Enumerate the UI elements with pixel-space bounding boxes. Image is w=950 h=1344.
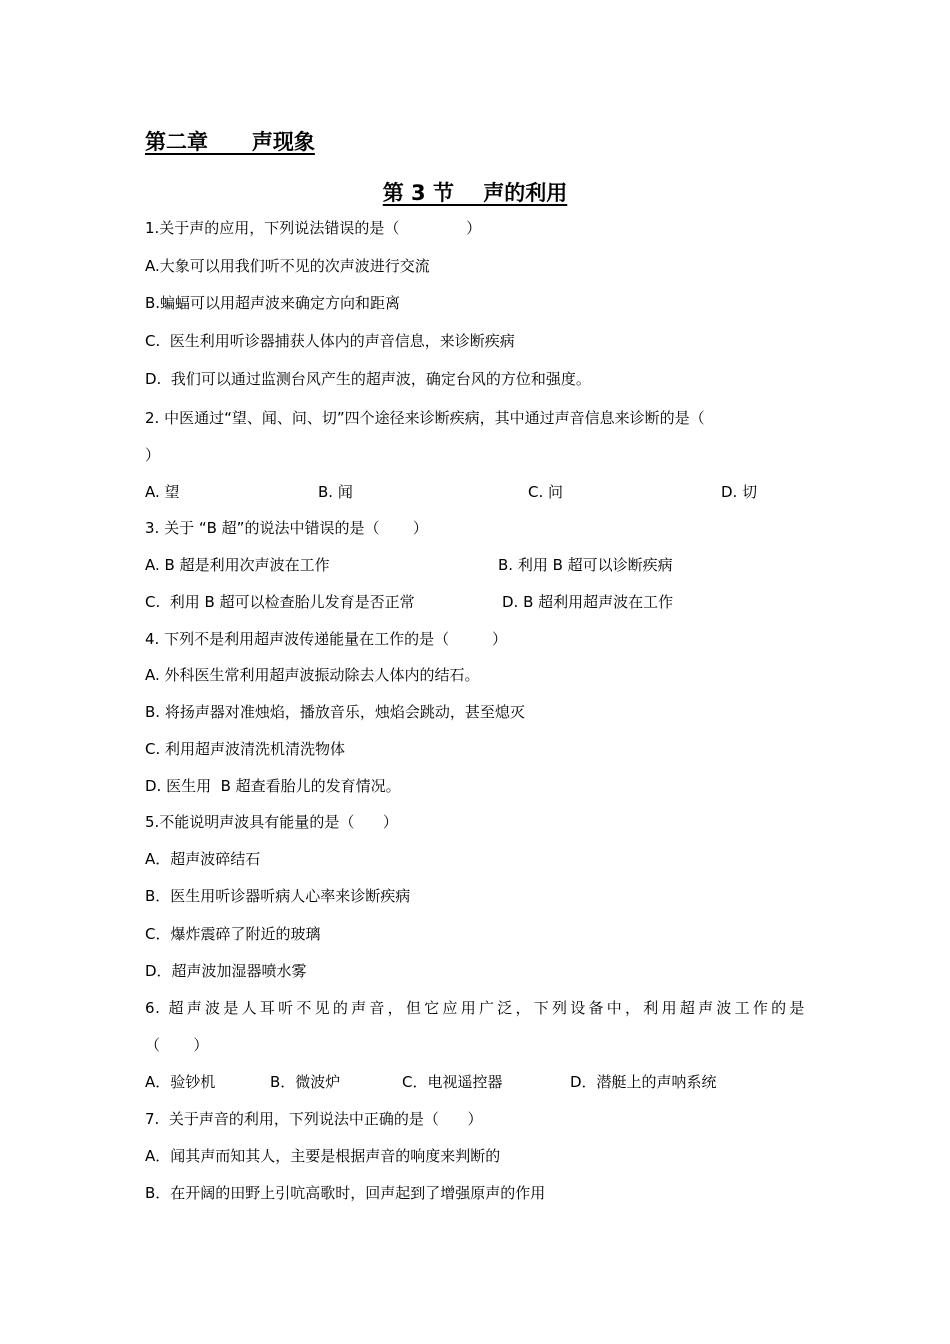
question-5-option-c: C．爆炸震碎了附近的玻璃 [145, 925, 321, 943]
question-2-stem: 2. 中医通过“望、闻、问、切”四个途径来诊断疾病，其中通过声音信息来诊断的是（ [145, 409, 705, 427]
question-3-option-c: C. 利用 B 超可以检查胎儿发育是否正常 [145, 593, 415, 611]
question-4-option-c: C. 利用超声波清洗机清洗物体 [145, 740, 346, 758]
question-2-option-b: B. 闻 [318, 483, 353, 501]
question-2-option-d: D. 切 [721, 483, 758, 501]
question-2-stem-continued: ） [145, 446, 161, 464]
question-4-option-b: B. 将扬声器对准烛焰，播放音乐，烛焰会跳动，甚至熄灭 [145, 703, 525, 721]
question-6-option-a: A．验钞机 [145, 1073, 216, 1091]
question-4-stem: 4. 下列不是利用超声波传递能量在工作的是（ ） [145, 630, 507, 648]
question-5-option-d: D．超声波加湿器喷水雾 [145, 962, 307, 980]
question-6-option-c: C．电视遥控器 [402, 1073, 503, 1091]
question-4-option-d: D. 医生用 B 超查看胎儿的发育情况。 [145, 777, 401, 795]
question-7-stem: 7. 关于声音的利用，下列说法中正确的是（ ） [145, 1110, 483, 1128]
question-1-option-c: C. 医生利用听诊器捕获人体内的声音信息，来诊断疾病 [145, 332, 515, 350]
question-3-option-d: D. B 超利用超声波在工作 [502, 593, 674, 611]
question-6-stem-continued: （ ） [145, 1036, 209, 1054]
question-5-option-b: B．医生用听诊器听病人心率来诊断疾病 [145, 887, 411, 905]
question-2-option-c: C. 问 [528, 483, 564, 501]
question-3-option-a: A. B 超是利用次声波在工作 [145, 556, 330, 574]
question-4-option-a: A. 外科医生常利用超声波振动除去人体内的结石。 [145, 666, 480, 684]
question-7-option-a: A．闻其声而知其人，主要是根据声音的响度来判断的 [145, 1147, 501, 1165]
question-5-stem: 5.不能说明声波具有能量的是（ ） [145, 813, 398, 831]
chapter-title: 第二章 声现象 [145, 130, 315, 154]
section-title: 第 3 节 声的利用 [382, 181, 568, 205]
question-3-stem: 3. 关于 “B 超”的说法中错误的是（ ） [145, 519, 428, 537]
question-2-option-a: A. 望 [145, 483, 180, 501]
question-7-option-b: B．在开阔的田野上引吭高歌时，回声起到了增强原声的作用 [145, 1184, 546, 1202]
question-3-option-b: B. 利用 B 超可以诊断疾病 [498, 556, 673, 574]
question-6-stem: 6. 超声波是人耳听不见的声音，但它应用广泛，下列设备中，利用超声波工作的是 [145, 999, 805, 1017]
question-1-option-a: A.大象可以用我们听不见的次声波进行交流 [145, 257, 430, 275]
question-1-option-d: D. 我们可以通过监测台风产生的超声波，确定台风的方位和强度。 [145, 370, 591, 388]
question-6-option-b: B．微波炉 [270, 1073, 341, 1091]
question-5-option-a: A．超声波碎结石 [145, 850, 261, 868]
question-1-stem: 1.关于声的应用，下列说法错误的是（ ） [145, 219, 482, 237]
question-1-option-b: B.蝙蝠可以用超声波来确定方向和距离 [145, 294, 401, 312]
question-6-option-d: D．潜艇上的声呐系统 [570, 1073, 717, 1091]
